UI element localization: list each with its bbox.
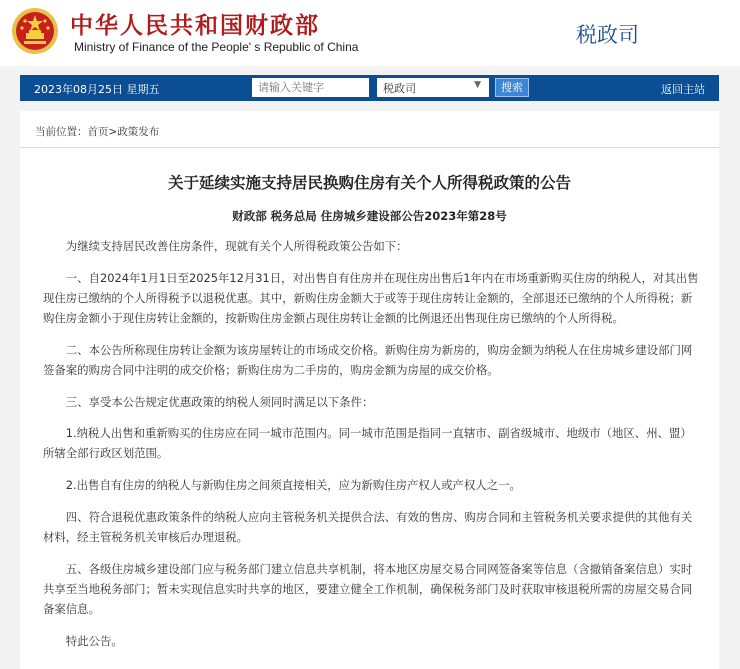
site-name: 中华人民共和国财政部 (70, 12, 320, 39)
paragraph: 2.出售自有住房的纳税人与新购住房之间须直接相关，应为新购住房产权人或产权人之一。 (65, 478, 521, 492)
breadcrumb-home[interactable]: 首页 (87, 126, 109, 138)
search-button[interactable]: 搜索 (495, 78, 529, 97)
department-name: 税政司 (576, 23, 639, 47)
paragraph: 五、各级住房城乡建设部门应与税务部门建立信息共享机制，将本地区房屋交易合同网签备案等信息（含撤销备案信息）实时共享至当地税务部门；暂未实现信息实时共享的地区，要建立健全工作机制，确保税务部门及时获取审核退税所需的房屋交易合同备案信息。 (43, 562, 693, 616)
breadcrumb-separator: > (108, 126, 118, 138)
paragraph: 特此公告。 (65, 634, 123, 648)
content-panel (20, 111, 719, 669)
article-title: 关于延续实施支持居民换购住房有关个人所得税政策的公告 (167, 174, 571, 192)
document-number: 财政部 税务总局 住房城乡建设部公告2023年第28号 (232, 209, 507, 223)
paragraph: 二、本公告所称现住房转让金额为该房屋转让的市场成交价格。新购住房为新房的，购房金额为纳税人在住房城乡建设部门网签备案的购房合同中注明的成交价格；新购住房为二手房的，购房金额为房屋的成交价格。 (43, 343, 693, 377)
scope-select-value: 税政司 (383, 82, 416, 95)
site-header (0, 0, 740, 66)
paragraph: 三、享受本公告规定优惠政策的纳税人须同时满足以下条件： (65, 395, 374, 409)
search-input[interactable] (252, 78, 369, 97)
chevron-down-icon: ▼ (474, 80, 481, 90)
site-name-english: Ministry of Finance of the People' s Republic of China (74, 40, 359, 54)
paragraph: 1.纳税人出售和重新购买的住房应在同一城市范围内。同一城市范围是指同一直辖市、副省级城市、地级市（地区、州、盟）所辖全部行政区划范围。 (43, 426, 692, 460)
scope-select[interactable] (377, 78, 489, 97)
paragraph: 为继续支持居民改善住房条件，现就有关个人所得税政策公告如下： (65, 239, 408, 253)
divider (20, 147, 719, 148)
current-date: 2023年08月25日 星期五 (34, 83, 160, 96)
nav-bar (20, 75, 719, 101)
return-main-site-link[interactable]: 返回主站 (661, 83, 705, 96)
paragraph: 一、自2024年1月1日至2025年12月31日，对出售自有住房并在现住房出售后1年内在市场重新购买住房的纳税人，对其出售现住房已缴纳的个人所得税予以退税优惠。其中，新购住房金额大于或等于现住房转让金额的，全部退还已缴纳的个人所得税；新购住房金额小于现住房转让金额的，按新购住房金额占现住房转让金额的比例退还出售现住房已缴纳的个人所得税。 (43, 271, 699, 325)
breadcrumb (35, 124, 159, 139)
breadcrumb-section[interactable]: 政策发布 (117, 126, 160, 138)
breadcrumb-prefix: 当前位置： (35, 126, 88, 138)
national-emblem-icon (10, 6, 60, 56)
paragraph: 四、符合退税优惠政策条件的纳税人应向主管税务机关提供合法、有效的售房、购房合同和主管税务机关要求提供的其他有关材料，经主管税务机关审核后办理退税。 (43, 510, 693, 544)
